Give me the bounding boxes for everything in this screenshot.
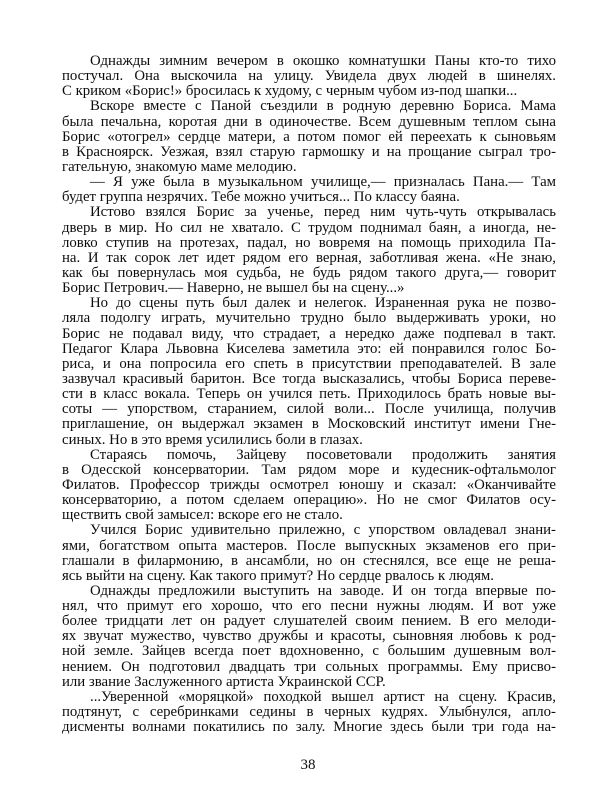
text-line: подтянут, с серебринками седины в черных кудрях. Улыбнулся, апло- <box>62 704 556 721</box>
text-line: была печальна, коротая дни в одиночестве. Всем душевным теплом сына <box>62 113 556 130</box>
paragraph-3 <box>62 175 556 205</box>
text-line: ловко ступив на протезах, падал, но вовремя на помощь приходила Па- <box>62 234 556 251</box>
text-line: ями, богатством опыта мастеров. После выпускных экзаменов его при- <box>62 537 556 554</box>
text-line: глашали в филармонию, в ансамбли, но он стеснялся, все еще не реша- <box>62 552 556 569</box>
paragraph-8 <box>62 584 556 690</box>
text-line: Борис Петрович.— Наверно, не вышел бы на сцену...» <box>62 280 405 297</box>
text-line: нением. Он подготовил двадцать три сольных программы. Ему присво- <box>62 658 556 675</box>
text-line: Однажды зимним вечером в окошко комнатушки Паны кто-то тихо <box>90 53 556 69</box>
text-line: сти в класс вокала. Теперь он учился петь. Приходилось брать новые вы- <box>62 386 556 403</box>
text-line: постучал. Она выскочила на улицу. Увидела двух людей в шинелях. <box>62 68 556 85</box>
page-number: 38 <box>300 757 316 773</box>
text-line: соты — упорством, старанием, силой воли... После училища, получив <box>62 401 556 418</box>
paragraph-7 <box>62 523 556 584</box>
text-line: на. И так сорок лет идет рядом его верная, заботливая жена. «Не знаю, <box>62 249 556 266</box>
text-line: в Красноярск. Уезжая, взял старую гармошку и на прощание сыграл тро- <box>62 143 556 160</box>
text-line: гательную, знакомую маме мелодию. <box>62 158 297 175</box>
paragraph-6 <box>62 448 556 524</box>
text-line: Борис не подавал виду, что страдает, а нередко даже подпевал в такт. <box>62 325 556 342</box>
text-line: Борис «отогрел» сердце матери, а потом помог ей переехать к сыновьям <box>62 128 556 145</box>
paragraph-9 <box>62 690 556 735</box>
text-line: ной земле. Зайцев всегда поет вдохновенно, с большим душевным вол- <box>62 643 556 660</box>
text-line: дисменты волнами покатились по залу. Многие здесь были три года на- <box>62 719 556 736</box>
text-line: Педагог Клара Львовна Киселева заметила это: ей понравился голос Бо- <box>62 340 556 357</box>
text-line: зазвучал красивый баритон. Все тогда высказались, чтобы Бориса переве- <box>62 370 556 387</box>
text-line: Учился Борис удивительно прилежно, с упорством овладевал знани- <box>90 522 556 539</box>
text-line: консерваторию, а потом сделаем операцию». Но не смог Филатов осу- <box>62 492 556 509</box>
text-line: Однажды предложили выступить на заводе. И он тогда впервые по- <box>90 582 556 599</box>
text-line: риса, и она попросила его спеть в присутствии преподавателей. В зале <box>62 355 556 372</box>
text-line: как бы повернулась моя судьба, не будь рядом такого друга,— говорит <box>62 264 556 281</box>
text-line: Но до сцены путь был далек и нелегок. Израненная рука не позво- <box>90 295 556 312</box>
text-line: С криком «Борис!» бросилась к худому, с черным чубом из-под шапки... <box>62 83 518 100</box>
text-line: ясь выйти на сцену. Как такого примут? Но сердце рвалось к людям. <box>62 567 494 584</box>
text-line: будет группа незрячих. Тебе можно учиться... По классу баяна. <box>62 189 460 206</box>
text-line: синых. Но в это время усилились боли в глазах. <box>62 431 363 448</box>
text-line: дверь в мир. Но сил не хватало. С трудом поднимал баян, а иногда, не- <box>62 219 556 236</box>
text-line: более тридцати лет он радует слушателей своим пением. В его мелоди- <box>62 613 556 630</box>
page-body-text <box>62 54 556 735</box>
text-line: приглашение, он выдержал экзамен в Московский институт имени Гне- <box>62 416 556 433</box>
text-line: ществить свой замысел: вскоре его не стало. <box>62 507 343 524</box>
text-line: Вскоре вместе с Паной съездили в родную деревню Бориса. Мама <box>90 98 556 115</box>
text-line: нял, что примут его хорошо, что его песни нужны людям. И вот уже <box>62 598 556 615</box>
text-line: — Я уже была в музыкальном училище,— призналась Пана.— Там <box>90 174 556 191</box>
paragraph-4 <box>62 205 556 296</box>
text-line: Истово взялся Борис за ученье, перед ним чуть-чуть открывалась <box>90 204 556 221</box>
text-line: или звание Заслуженного артиста Украинской ССР. <box>62 673 386 690</box>
paragraph-2 <box>62 99 556 175</box>
paragraph-5 <box>62 296 556 447</box>
text-line: ях звучат мужество, чувство дружбы и красоты, сыновняя любовь к род- <box>62 628 556 645</box>
text-line: Стараясь помочь, Зайцеву посоветовали продолжить занятия <box>90 446 556 463</box>
text-line: Филатов. Профессор трижды осмотрел юношу и сказал: «Оканчивайте <box>62 476 556 493</box>
paragraph-1 <box>62 54 556 99</box>
text-line: ляла подолгу играть, мучительно трудно было выдерживать уроки, но <box>62 310 556 327</box>
text-line: ...Уверенной «моряцкой» походкой вышел артист на сцену. Красив, <box>90 688 556 705</box>
text-line: в Одесской консерватории. Там рядом море и кудесник-офтальмолог <box>62 461 556 478</box>
